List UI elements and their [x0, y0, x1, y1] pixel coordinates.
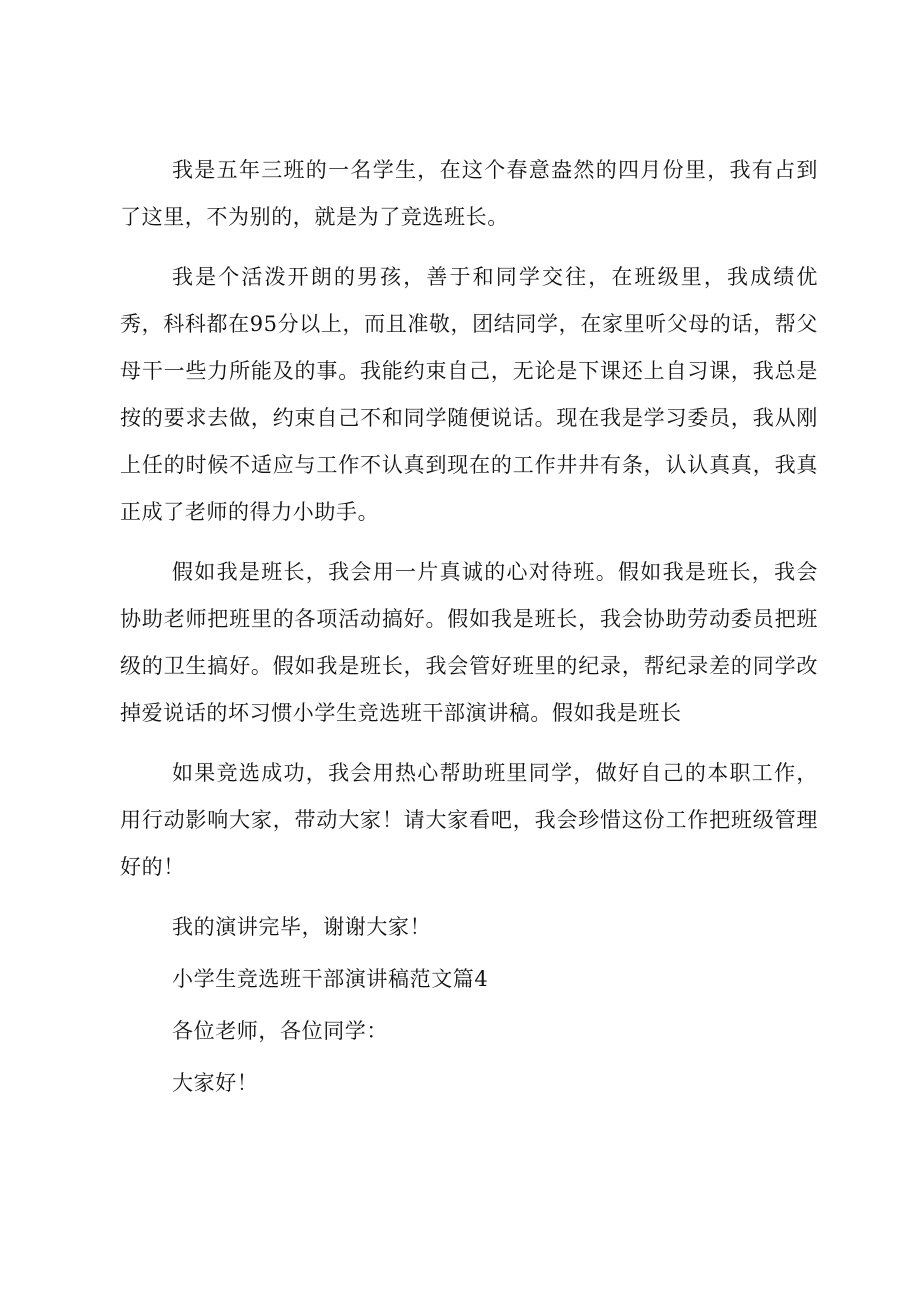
paragraph-if-elected: 如果竞选成功，我会用热心帮助班里同学，做好自己的本职工作，用行动影响大家，带动大家！请大家看吧，我会珍惜这份工作把班级管理好的！: [120, 761, 818, 879]
paragraph-if-monitor: 假如我是班长，我会用一片真诚的心对待班。假如我是班长，我会协助老师把班里的各项活动搞好。假如我是班长，我会协助劳动委员把班级的卫生搞好。假如我是班长，我会管好班里的纪录，帮纪录差的同学改掉爱说话的坏习惯小学生竞选班干部演讲稿。假如我是班长: [120, 560, 818, 725]
paragraph-intro: 我是五年三班的一名学生，在这个春意盎然的四月份里，我有占到了这里，不为别的，就是为了竞选班长。: [120, 158, 818, 229]
section-title: 小学生竞选班干部演讲稿范文篇4: [172, 967, 489, 991]
paragraph-self-description: 我是个活泼开朗的男孩，善于和同学交往，在班级里，我成绩优秀，科科都在95分以上，而且准敬，团结同学，在家里听父母的话，帮父母干一些力所能及的事。我能约束自己，无论是下课还上自习课，我总是按的要求去做，约束自己不和同学随便说话。现在我是学习委员，我从刚上任的时候不适应与工作不认真到现在的工作井井有条，认认真真，我真正成了老师的得力小助手。: [120, 265, 818, 524]
salutation: 各位老师，各位同学：: [172, 1019, 388, 1043]
greeting: 大家好！: [172, 1071, 259, 1095]
paragraph-closing: 我的演讲完毕，谢谢大家！: [172, 915, 432, 939]
